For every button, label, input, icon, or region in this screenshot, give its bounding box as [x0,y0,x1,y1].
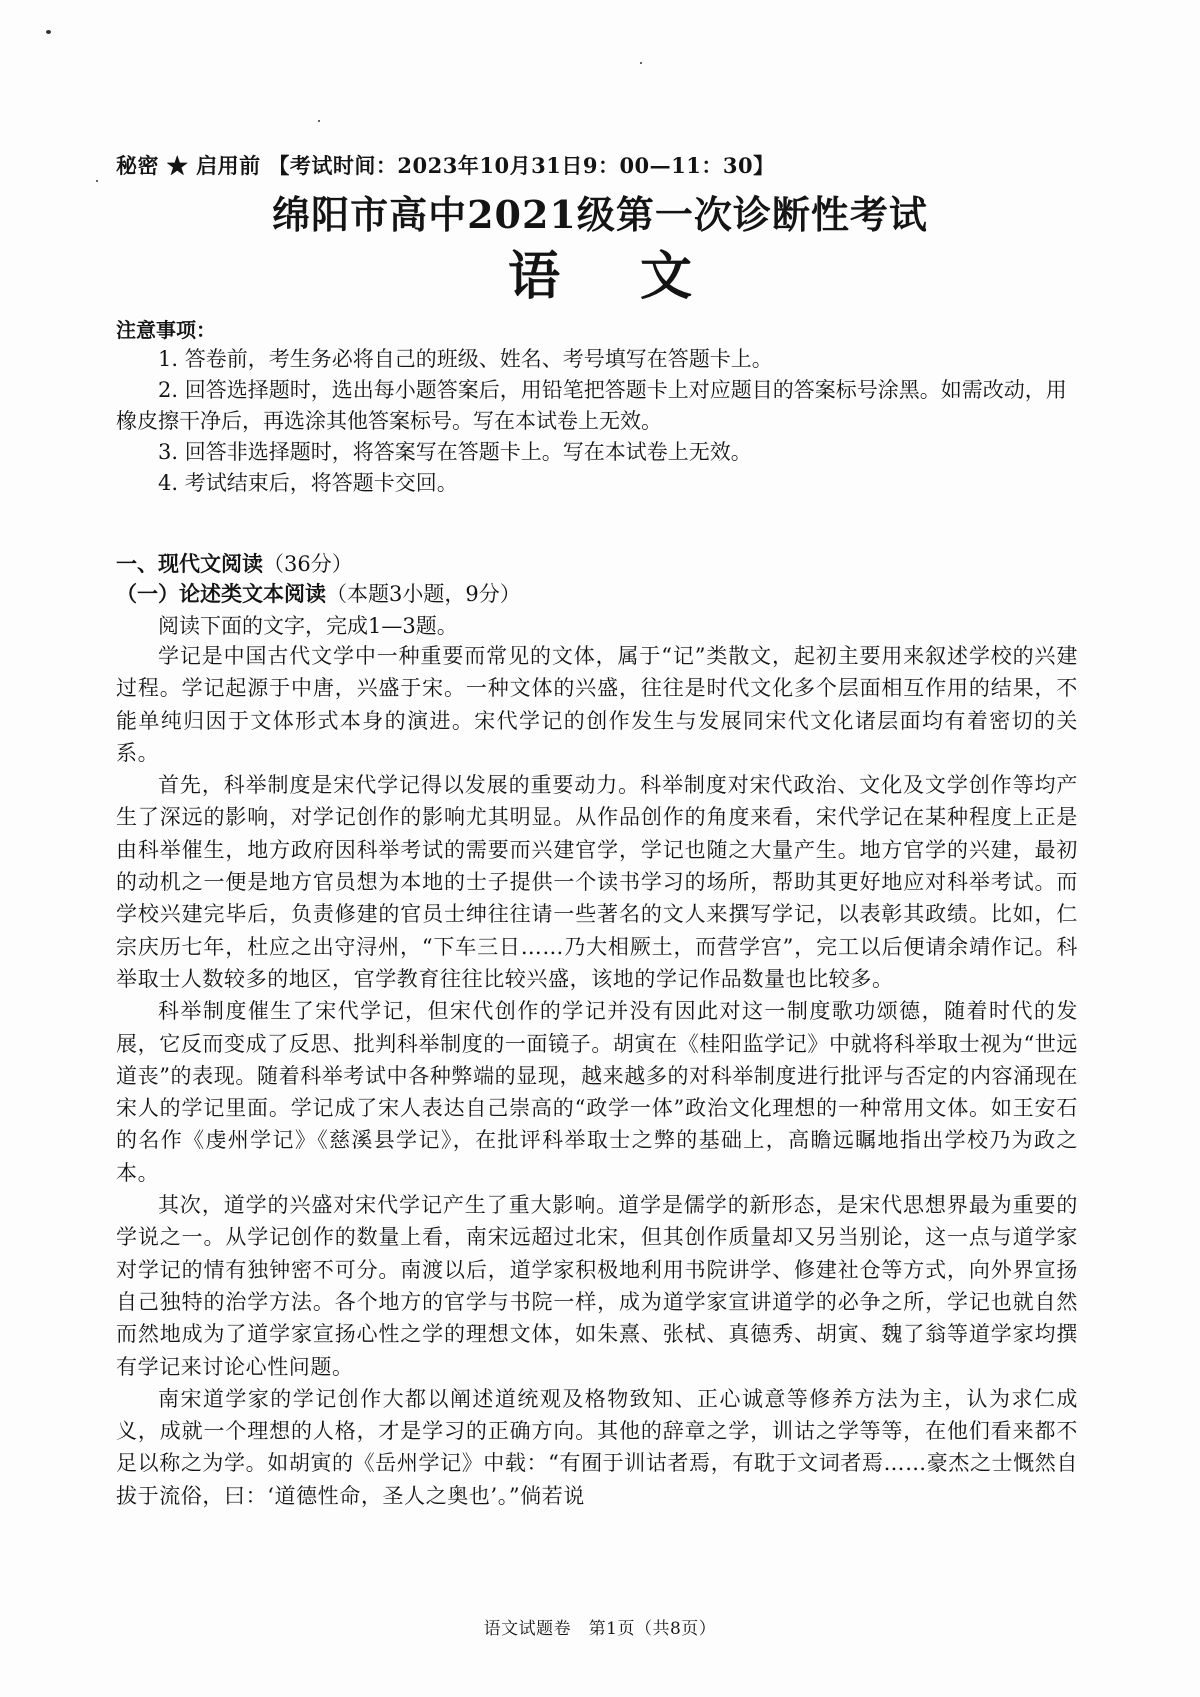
passage-paragraph: 科举制度催生了宋代学记，但宋代创作的学记并没有因此对这一制度歌功颂德，随着时代的发展，它反而变成了反思、批判科举制度的一面镜子。胡寅在《桂阳监学记》中就将科举取士视为“世远道丧”的表现。随着科举考试中各种弊端的显现，越来越多的对科举制度进行批评与否定的内容涌现在宋人的学记里面。学记成了宋人表达自己崇高的“政学一体”政治文化理想的一种常用文体。如王安石的名作《虔州学记》《慈溪县学记》，在批评科举取士之弊的基础上，高瞻远瞩地指出学校乃为政之本。 [116,999,1078,1185]
notice-list [116,344,1076,499]
subsection-heading [116,578,521,608]
notice-item: 2. 回答选择题时，选出每小题答案后，用铅笔把答题卡上对应题目的答案标号涂黑。如需改动，用橡皮擦干净后，再选涂其他答案标号。写在本试卷上无效。 [116,378,1067,433]
reading-passage [116,640,1078,1512]
secrecy-and-exam-time: 秘密 ★ 启用前 【考试时间：2023年10月31日9：00—11：30】 [116,153,775,178]
subsection-score: （本题3小题，9分） [326,582,521,606]
scan-speck [46,30,51,34]
scan-speck [640,62,642,64]
passage-paragraph: 首先，科举制度是宋代学记得以发展的重要动力。科举制度对宋代政治、文化及文学创作等均产生了深远的影响，对学记创作的影响尤其明显。从作品创作的角度来看，宋代学记在某种程度上正是由科举催生，地方政府因科举考试的需要而兴建官学，学记也随之大量产生。地方官学的兴建，最初的动机之一便是地方官员想为本地的士子提供一个读书学习的场所，帮助其更好地应对科举考试。而学校兴建完毕后，负责修建的官员士绅往往请一些著名的文人来撰写学记，以表彰其政绩。比如，仁宗庆历七年，杜应之出守浔州，“下车三日……乃大相厥土，而营学宫”，完工以后便请余靖作记。科举取士人数较多的地区，官学教育往往比较兴盛，该地的学记作品数量也比较多。 [116,773,1078,991]
passage-paragraph: 其次，道学的兴盛对宋代学记产生了重大影响。道学是儒学的新形态，是宋代思想界最为重要的学说之一。从学记创作的数量上看，南宋远超过北宋，但其创作质量却又另当别论，这一点与道学家对学记的情有独钟密不可分。南渡以后，道学家积极地利用书院讲学、修建社仓等方式，向外界宣扬自己独特的治学方法。各个地方的官学与书院一样，成为道学家宣讲道学的必争之所，学记也就自然而然地成为了道学家宣扬心性之学的理想文体，如朱熹、张栻、真德秀、胡寅、魏了翁等道学家均撰有学记来讨论心性问题。 [116,1193,1078,1379]
subject-title: 语文 [507,246,772,307]
page-footer: 语文试题卷 第1页（共8页） [483,1619,717,1639]
scan-speck [96,180,98,182]
notice-item: 3. 回答非选择题时，将答案写在答题卡上。写在本试卷上无效。 [158,440,752,464]
subsection-title: （一）论述类文本阅读 [116,581,326,606]
scan-speck [318,120,320,122]
exam-title: 绵阳市高中2021级第一次诊断性考试 [272,192,928,237]
notice-item: 4. 考试结束后，将答题卡交回。 [158,471,458,495]
section-score: （36分） [263,552,353,576]
passage-paragraph: 学记是中国古代文学中一种重要而常见的文体，属于“记”类散文，起初主要用来叙述学校的兴建过程。学记起源于中唐，兴盛于宋。一种文体的兴盛，往往是时代文化多个层面相互作用的结果，不能单纯归因于文体形式本身的演进。宋代学记的创作发生与发展同宋代文化诸层面均有着密切的关系。 [116,644,1078,765]
passage-paragraph: 南宋道学家的学记创作大都以阐述道统观及格物致知、正心诚意等修养方法为主，认为求仁成义，成就一个理想的人格，才是学习的正确方向。其他的辞章之学，训诂之学等等，在他们看来都不足以称之为学。如胡寅的《岳州学记》中载：“有囿于训诂者焉，有耽于文词者焉……豪杰之士慨然自拔于流俗，曰：‘道德性命，圣人之奥也’。”倘若说 [116,1386,1078,1508]
notice-item: 1. 答卷前，考生务必将自己的班级、姓名、考号填写在答题卡上。 [158,347,773,371]
section-title: 一、现代文阅读 [116,551,263,576]
reading-instruction: 阅读下面的文字，完成1—3题。 [158,614,458,638]
section-heading [116,548,353,578]
notice-heading: 注意事项： [116,318,216,342]
